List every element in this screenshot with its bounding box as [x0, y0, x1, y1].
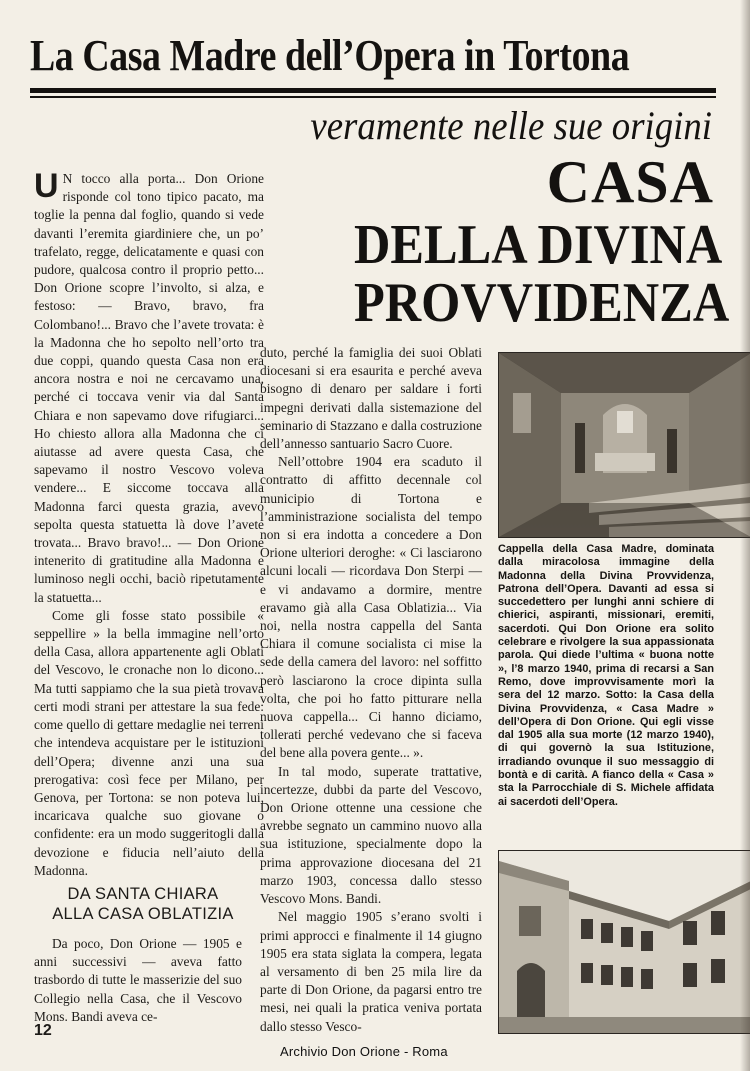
- big-heading-line3: PROVVIDENZA: [354, 272, 730, 334]
- column-2-paragraph-4: Nel maggio 1905 s’erano svolti i primi approcci e finalmente il 14 giugno 1905 era stata siglata la compera, legata al versamento di ben 25 mila lire da parte di Don Orione, da pagarsi entro tre mesi, nei quali la pratica veniva portata dallo stesso Vesco-: [260, 909, 482, 1034]
- column-2: [260, 344, 482, 1036]
- archive-credit: Archivio Don Orione - Roma: [280, 1044, 448, 1059]
- chapel-image: [499, 353, 750, 537]
- column-1-lower: [34, 935, 242, 1026]
- column-1-paragraph-2: Come gli fosse stato possibile « seppellire » la bella immagine nell’orto della Casa, allora appartenente agli Oblati del Vescovo, le cronache non lo dicono... Ma tutti sappiamo che la sua pietà trovava certi modi strani per attestare la sua fede: come quello di gettare medaglie nei terreni che intendeva acquistare per le istituzioni dell’Opera; divenne anzi una sua prerogativa: così fece per Milano, per Genova, per Tortona: se non poteva lui, incaricava qualche suo giovane o confidente: era un modo suggeritogli dalla devozione e fiducia nell’aiuto della Madonna.: [34, 607, 264, 878]
- section-heading-line2: ALLA CASA OBLATIZIA: [52, 905, 234, 923]
- paragraph-text: tocco alla porta... Don Orione risponde col tono tipico pacato, ma toglie la penna dal foglio, quando si vede davanti l’eremita giardiniere che, un po’ trafelato, regge, delicatamente e quasi con pudore, qualcosa contro il proprio petto... Don Orione scopre l’involto, si alza, e festoso: — Bravo, bravo, fra Colombano!... Bravo che l’avete trovata: è la Madonna che ho sepolto nell’orto tra due coppi, quando questa Casa non era ancora nostra e noi ne cercavamo una, perché ci toccava venir via dal Santa Chiara e non sapevamo dove rifugiarci... Ho chiesto allora alla Madonna che ci aiutasse ad avere questa Casa, che sapevamo il nostro Vescovo voleva vendere... E siccome toccava alla Madonna farci questa grazia, avevo sepolta questa statuetta là dove l’avete trovata... Bravo bravo!... — Don Orione intenerito di gratitudine alla Madonna e luminoso negli occhi, baciò ripetutamente la statuetta...: [34, 171, 264, 605]
- drop-cap: U: [34, 167, 59, 205]
- section-heading-line1: DA SANTA CHIARA: [67, 885, 219, 903]
- photo-caption: Cappella della Casa Madre, dominata dalla miracolosa immagine della Madonna della Divina Provvidenza, Patrona dell’Opera. Davanti ad essa si succedettero per lunghi anni schiere di chierici, aspiranti, missionari, eremiti, sacerdoti. Qui Don Orione era solito celebrare e rivolgere la sua appassionata parola. Qui diede l’ultima « buona notte », l’8 marzo 1940, prima di recarsi a San Remo, dove improvvisamente morì la sera del 12 marzo. Sotto: la Casa della Divina Provvidenza, « Casa Madre » dell’Opera di Don Orione. Qui egli visse dal 1905 alla sua morte (12 marzo 1940), di qui governò la sua Istituzione, irradiando ovunque il suo messaggio di bontà e di carità. A fianco della « Casa » sta la Parrocchiale di S. Michele affidata ai sacerdoti dell’Opera.: [498, 543, 714, 808]
- column-2-paragraph-2: Nell’ottobre 1904 era scaduto il contratto di affitto decennale col municipio di Tortona e l’amministrazione socialista del tempo non si era indotta a concedere a Don Orione ulteriori deroghe: « Ci lasciarono alcuni locali — ricordava Don Sterpi — e vi andavamo a dormire, mentre eravamo già alla Casa Oblatizia... Via noi, nella nostra cappella del Santa Chiara il comune socialista ci mise la sede della camera del lavoro: nel soffitto però lasciarono la croce dipinta sulla volta, che poi ho fatto pitturare nella nuova cappella... Ci hanno diciamo, tollerati perché vedevano che si faceva del bene alla povera gente... ».: [260, 454, 482, 761]
- column-2-paragraph-3: In tal modo, superate trattative, incertezze, dubbi da parte del Vescovo, Don Orione ottenne una cessione che avrebbe segnato un cammino nuovo alla sua istituzione, specialmente dopo la prima approvazione diocesana del 21 marzo 1903, concessa dallo stesso Vescovo Mons. Bandi.: [260, 763, 482, 907]
- building-image: [499, 851, 750, 1033]
- building-photo: [498, 850, 750, 1034]
- title-rule-thick: [30, 88, 716, 93]
- big-heading-line1: CASA: [546, 149, 714, 215]
- big-heading-line2: DELLA DIVINA: [354, 214, 723, 276]
- column-2-paragraph-1: duto, perché la famiglia dei suoi Oblati diocesani si era esaurita e perché aveva bisogno di denaro per saldare i forti impegni derivati dalla sistemazione del seminario di Stazzano e dalla costruzione dell’annesso santuario Sacro Cuore.: [260, 345, 482, 452]
- chapel-photo: [498, 352, 750, 538]
- drop-cap-continuation: N: [62, 171, 73, 186]
- article-subtitle: veramente nelle sue origini: [310, 103, 712, 148]
- column-1: [34, 167, 264, 880]
- big-heading: [314, 149, 730, 334]
- article-title: La Casa Madre dell’Opera in Tortona: [30, 31, 630, 80]
- title-rule-thin: [30, 96, 716, 98]
- page-number: 12: [34, 1022, 52, 1039]
- column-1-paragraph-1: [34, 167, 264, 607]
- page-edge-shadow: [740, 0, 750, 1071]
- section-heading: [38, 884, 248, 924]
- column-1-paragraph-3: Da poco, Don Orione — 1905 e anni successivi — aveva fatto trasbordo di tutte le masserizie del suo Collegio nella Casa, che il Vescovo Mons. Bandi aveva ce-: [34, 936, 242, 1024]
